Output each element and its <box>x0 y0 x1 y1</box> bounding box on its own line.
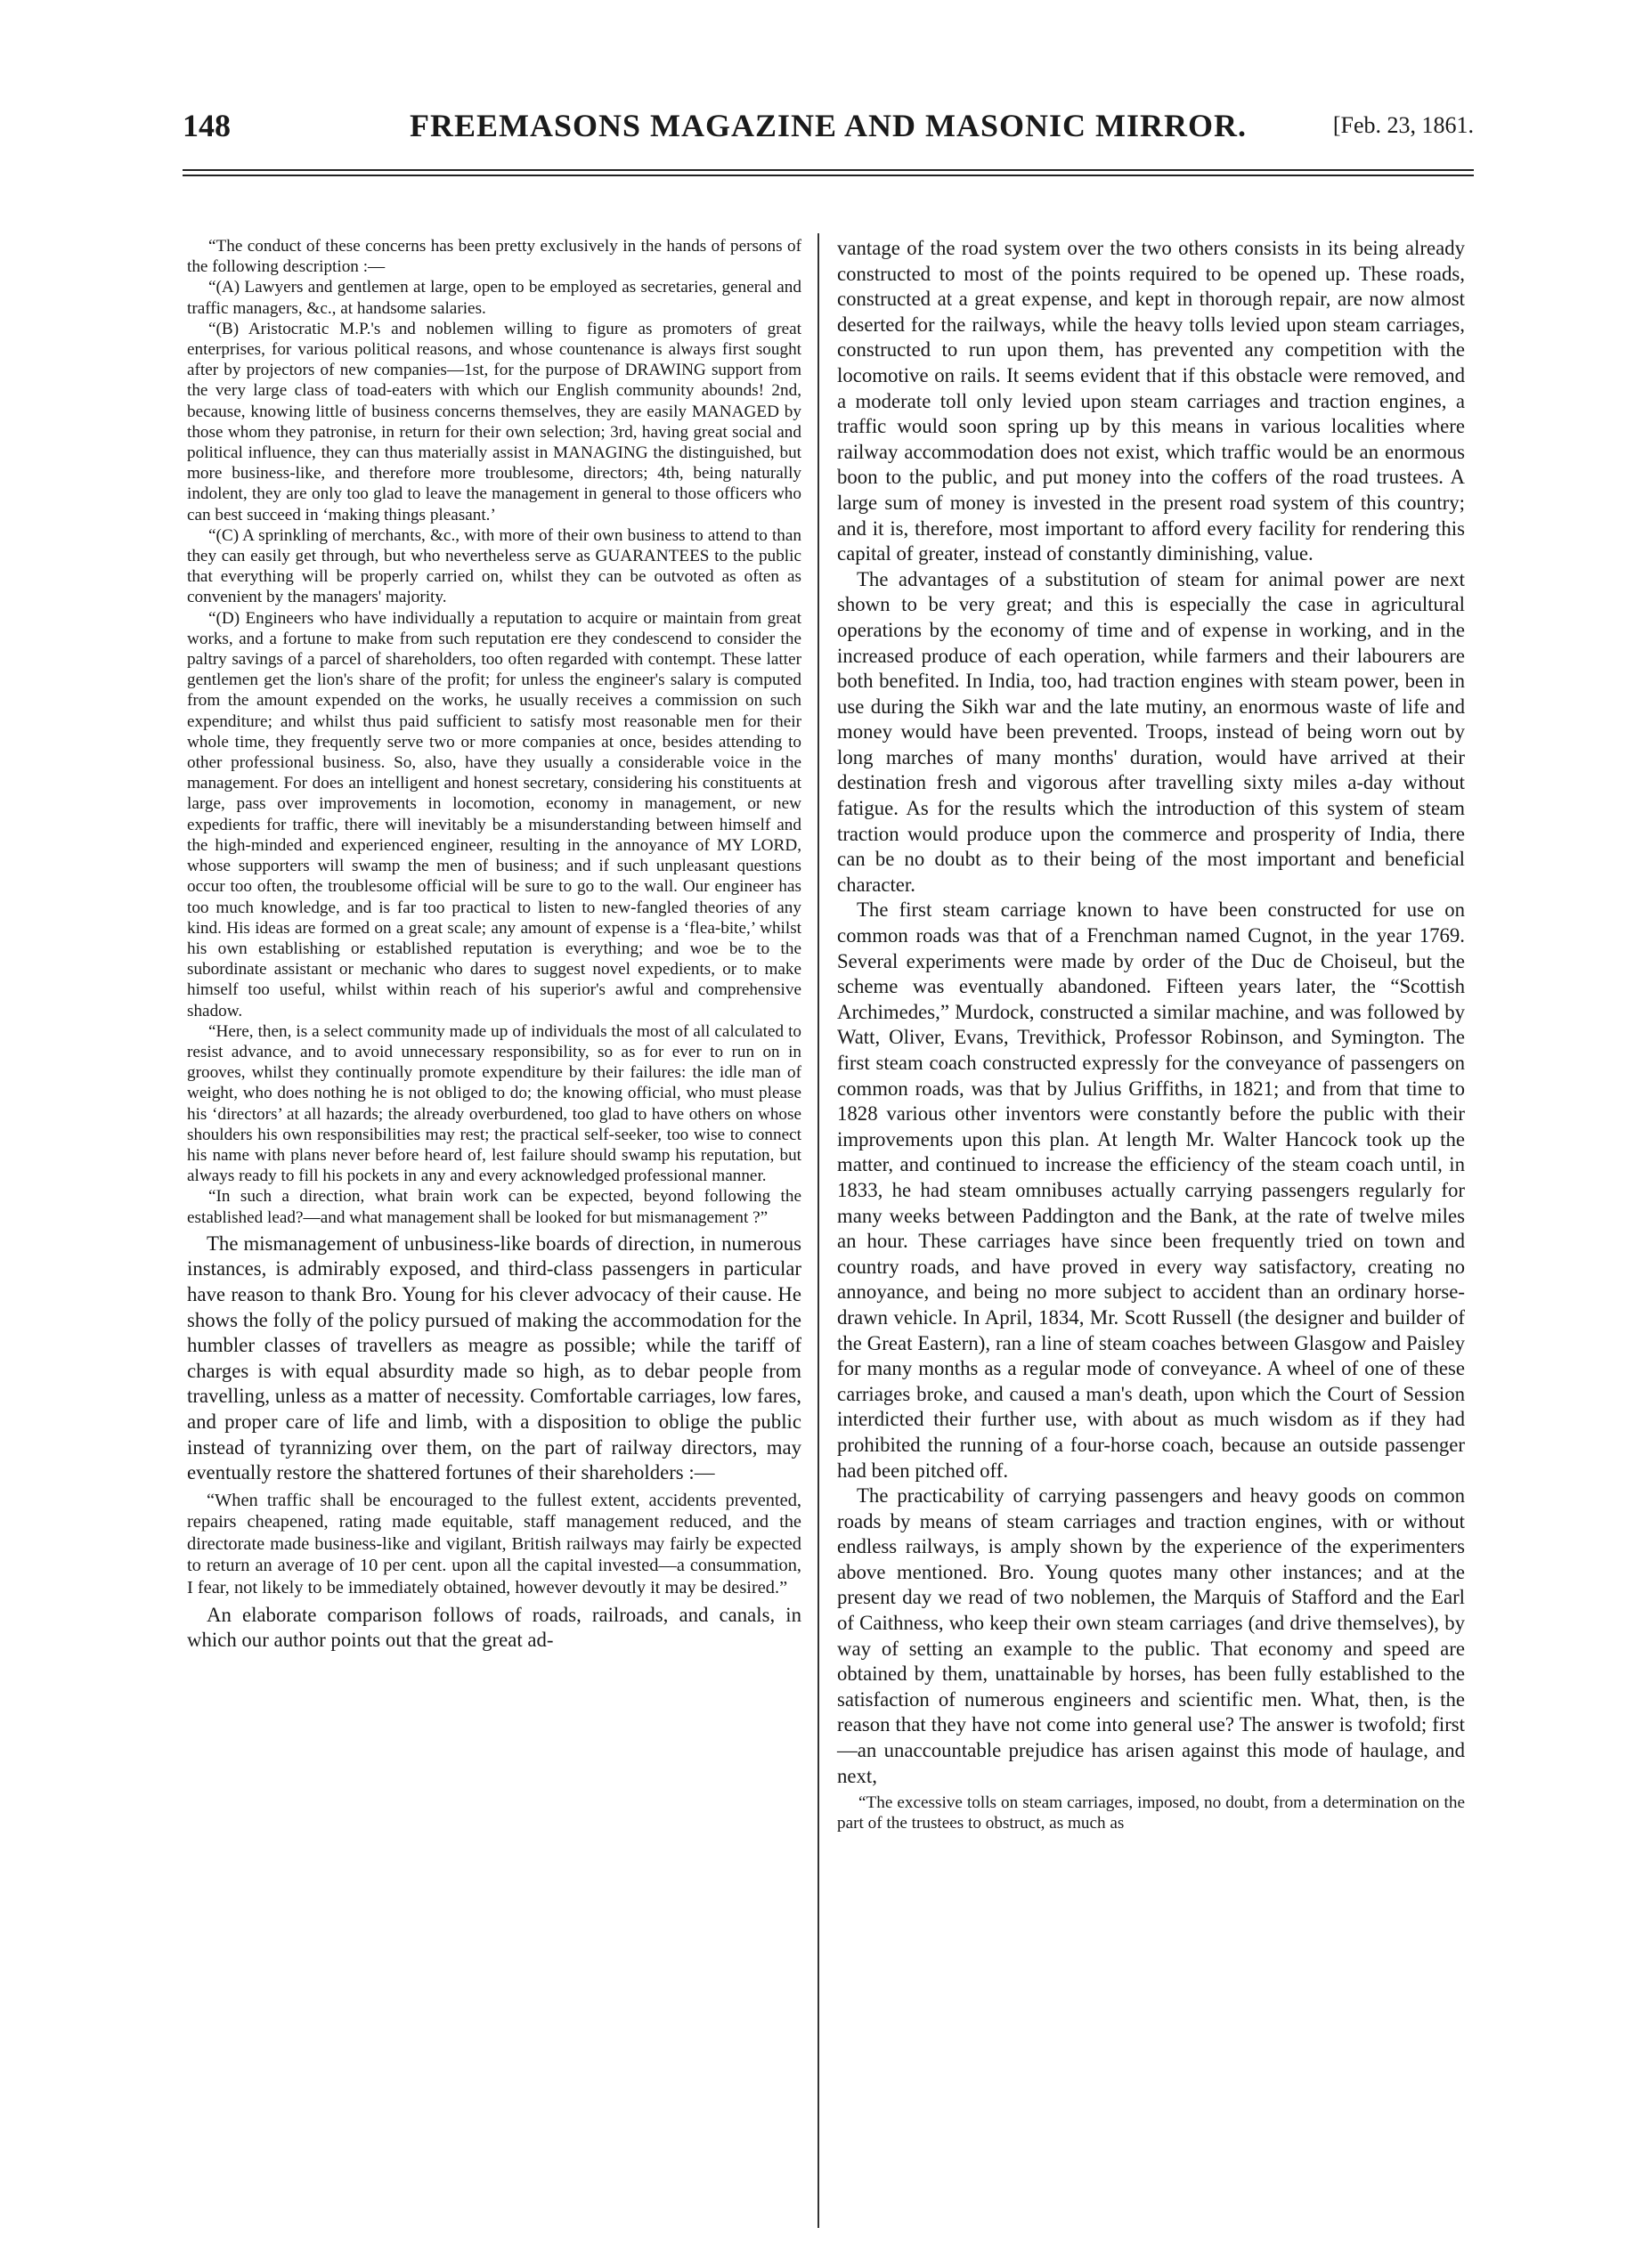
header-rule-top <box>183 169 1474 171</box>
quote-paragraph: “(D) Engineers who have individually a reputation to acquire or maintain from great works, and a fortune to make from such reputation ere they condescend to consider the paltry savings of a parcel of shareholders, too often regarded with contempt. These latter gentlemen get the lion's share of the profit; for unless the engineer's salary is computed from the amount expended on the works, he usually receives a commission on such expenditure; and whilst thus paid sufficient to satisfy most reasonable men for their whole time, they frequently serve two or more companies at once, besides attending to other professional business. So, also, have they usually a considerable voice in the management. For does an intelligent and honest secretary, considering his constituents at large, pass over improvements in locomotion, economy in management, or new expedients for traffic, there will inevitably be a misunderstanding between himself and the high-minded and experienced engineer, resulting in the annoyance of MY LORD, whose supporters will swamp the men of business; and if such unpleasant questions occur too often, the troublesome official will be sure to go to the wall. Our engineer has too much knowledge, and is far too practical to listen to new-fangled theories of any kind. His ideas are formed on a great scale; any amount of expense is a ‘flea-bite,’ whilst his own establishing or established reputation is everything; and woe be to the subordinate assistant or mechanic who dares to suggest novel expedients, or to make himself too useful, whilst within reach of his superior's awful and comprehensive shadow. <box>187 608 801 1020</box>
quote-paragraph: “When traffic shall be encouraged to the fullest extent, accidents prevented, repairs cheapened, rating made equitable, staff management reduced, and the directorate made business-like and vigilant, British railways may fairly be expected to return an average of 10 per cent. upon all the capital invested—a consummation, I fear, not likely to be immediately obtained, however devoutly it may be desired.” <box>187 1490 801 1598</box>
page-number: 148 <box>183 108 231 143</box>
body-paragraph: The practicability of carrying passengers and heavy goods on common roads by means of steam carriages and traction engines, with or without endless railways, is amply shown by the experience of the experimenters above mentioned. Bro. Young quotes many other instances; and at the present day we read of two noblemen, the Marquis of Stafford and the Earl of Caithness, who keep their own steam carriages (and drive themselves), by way of setting an example to the public. That economy and speed are obtained by them, unattainable by horses, has been fully established to the satisfaction of numerous engineers and scientific men. What, then, is the reason that they have not come into general use? The answer is twofold; first—an unaccountable prejudice has arisen against this mode of haulage, and next, <box>837 1484 1465 1787</box>
magazine-title: FREEMASONS MAGAZINE AND MASONIC MIRROR. <box>409 108 1248 143</box>
quote-paragraph: “The excessive tolls on steam carriages, imposed, no doubt, from a determination on the part of the trustees to obstruct, as much as <box>837 1793 1465 1833</box>
body-paragraph: vantage of the road system over the two others consists in its being already constructed to most of the points required to be opened up. These roads, constructed at a great expense, and kept in thorough repair, are now almost deserted for the railways, while the heavy tolls levied upon steam carriages, constructed to run upon them, has prevented any competition with the locomotive on rails. It seems evident that if this obstacle were removed, and a moderate toll only levied upon steam carriages and traction engines, a traffic would soon spring up by this means in various localities where railway accommodation does not exist, which traffic would be an enormous boon to the public, and put money into the coffers of the road trustees. A large sum of money is invested in the present road system of this country; and it is, therefore, most important to afford every facility for rendering this capital of greater, instead of constantly diminishing, value. <box>837 237 1465 565</box>
column-divider <box>817 233 819 2228</box>
body-paragraph: An elaborate comparison follows of roads, railroads, and canals, in which our author points out that the great ad- <box>187 1603 801 1652</box>
body-paragraph: The advantages of a substitution of steam for animal power are next shown to be very great; and this is especially the case in agricultural operations by the economy of time and of expense in working, and in the increased produce of each operation, while farmers and their labourers are both benefited. In India, too, had traction engines with steam power, been in use during the Sikh war and the late mutiny, an enormous waste of life and money would have been prevented. Troops, instead of being worn out by long marches of many months' duration, would have arrived at their destination fresh and vigorous after travelling sixty miles a-day without fatigue. As for the results which the introduction of this system of steam traction would produce upon the commerce and prosperity of India, there can be no doubt as to their being of the most important and beneficial character. <box>837 567 1465 896</box>
quote-paragraph: “(A) Lawyers and gentlemen at large, open to be employed as secretaries, general and traffic managers, &c., at handsome salaries. <box>187 278 801 318</box>
left-column <box>187 236 801 1654</box>
quote-paragraph: “(B) Aristocratic M.P.'s and noblemen willing to figure as promoters of great enterprises, for various political reasons, and whose countenance is always first sought after by projectors of new companies—1st, for the purpose of DRAWING support from the very large class of toad-eaters with which our English community abounds! 2nd, because, knowing little of business concerns themselves, they are easily MANAGED by those whom they patronise, in return for their own selection; 3rd, having great social and political influence, they can thus materially assist in MANAGING the distinguished, but more business-like, and therefore more troublesome, directors; 4th, being naturally indolent, they are only too glad to leave the management in general to those officers who can best succeed in ‘making things pleasant.’ <box>187 319 801 524</box>
quote-paragraph: “The conduct of these concerns has been pretty exclusively in the hands of persons of the following description :— <box>187 237 801 277</box>
quote-paragraph: “In such a direction, what brain work can be expected, beyond following the established lead?—and what management shall be looked for but mismanagement ?” <box>187 1187 801 1227</box>
issue-date: [Feb. 23, 1861. <box>1332 112 1474 138</box>
header-rule-bottom <box>183 175 1474 176</box>
body-paragraph: The first steam carriage known to have been constructed for use on common roads was that of a Frenchman named Cugnot, in the year 1769. Several experiments were made by order of the Duc de Choiseul, but the scheme was eventually abandoned. Fifteen years later, the “Scottish Archimedes,” Murdock, constructed a similar machine, and was followed by Watt, Oliver, Evans, Trevithick, Professor Robinson, and Symington. The first steam coach constructed expressly for the conveyance of passengers on common roads, was that by Julius Griffiths, in 1821; and from that time to 1828 various other inventors were constantly before the public with their improvements upon this plan. At length Mr. Walter Hancock took up the matter, and continued to increase the efficiency of the steam coach until, in 1833, he had steam omnibuses actually carrying passengers regularly for many weeks between Paddington and the Bank, at the rate of twelve miles an hour. These carriages have since been frequently tried on town and country roads, and have proved in every way satisfactory, creating no annoyance, and being no more subject to accident than an ordinary horse-drawn vehicle. In April, 1834, Mr. Scott Russell (the designer and builder of the Great Eastern), ran a line of steam coaches between Glasgow and Paisley for many months as a regular mode of conveyance. A wheel of one of these carriages broke, and caused a man's death, upon which the Court of Session interdicted their further use, with about as much wisdom as if they had prohibited the running of a four-horse coach, because an outside passenger had been pitched off. <box>837 898 1465 1482</box>
quote-paragraph: “(C) A sprinkling of merchants, &c., with more of their own business to attend to than they can easily get through, but who nevertheless serve as GUARANTEES to the public that everything will be properly carried on, whilst they can be outvoted as often as convenient by the managers' majority. <box>187 525 801 607</box>
quote-paragraph: “Here, then, is a select community made up of individuals the most of all calculated to resist advance, and to avoid unnecessary responsibility, so as for ever to run on in grooves, whilst they continually promote expenditure by their failures: the idle man of weight, who does nothing he is not obliged to do; the knowing official, who must please his ‘directors’ at all hazards; the already overburdened, too glad to have others on whose shoulders his own responsibilities may rest; the practical self-seeker, too wise to connect his name with plans never before heard of, lest failure should swamp his reputation, but always ready to fill his pockets in any and every acknowledged professional manner. <box>187 1021 801 1186</box>
page-header <box>183 107 1474 160</box>
right-column <box>837 236 1465 1834</box>
body-paragraph: The mismanagement of unbusiness-like boards of direction, in numerous instances, is admirably exposed, and third-class passengers in particular have reason to thank Bro. Young for his clever advocacy of their cause. He shows the folly of the policy pursued of making the accommodation for the humbler classes of travellers as meagre as possible; while the tariff of charges is with equal absurdity made so high, as to debar people from travelling, unless as a matter of necessity. Comfortable carriages, low fares, and proper care of life and limb, with a disposition to oblige the public instead of tyrannizing over them, on the part of railway directors, may eventually restore the shattered fortunes of their shareholders :— <box>187 1232 801 1484</box>
